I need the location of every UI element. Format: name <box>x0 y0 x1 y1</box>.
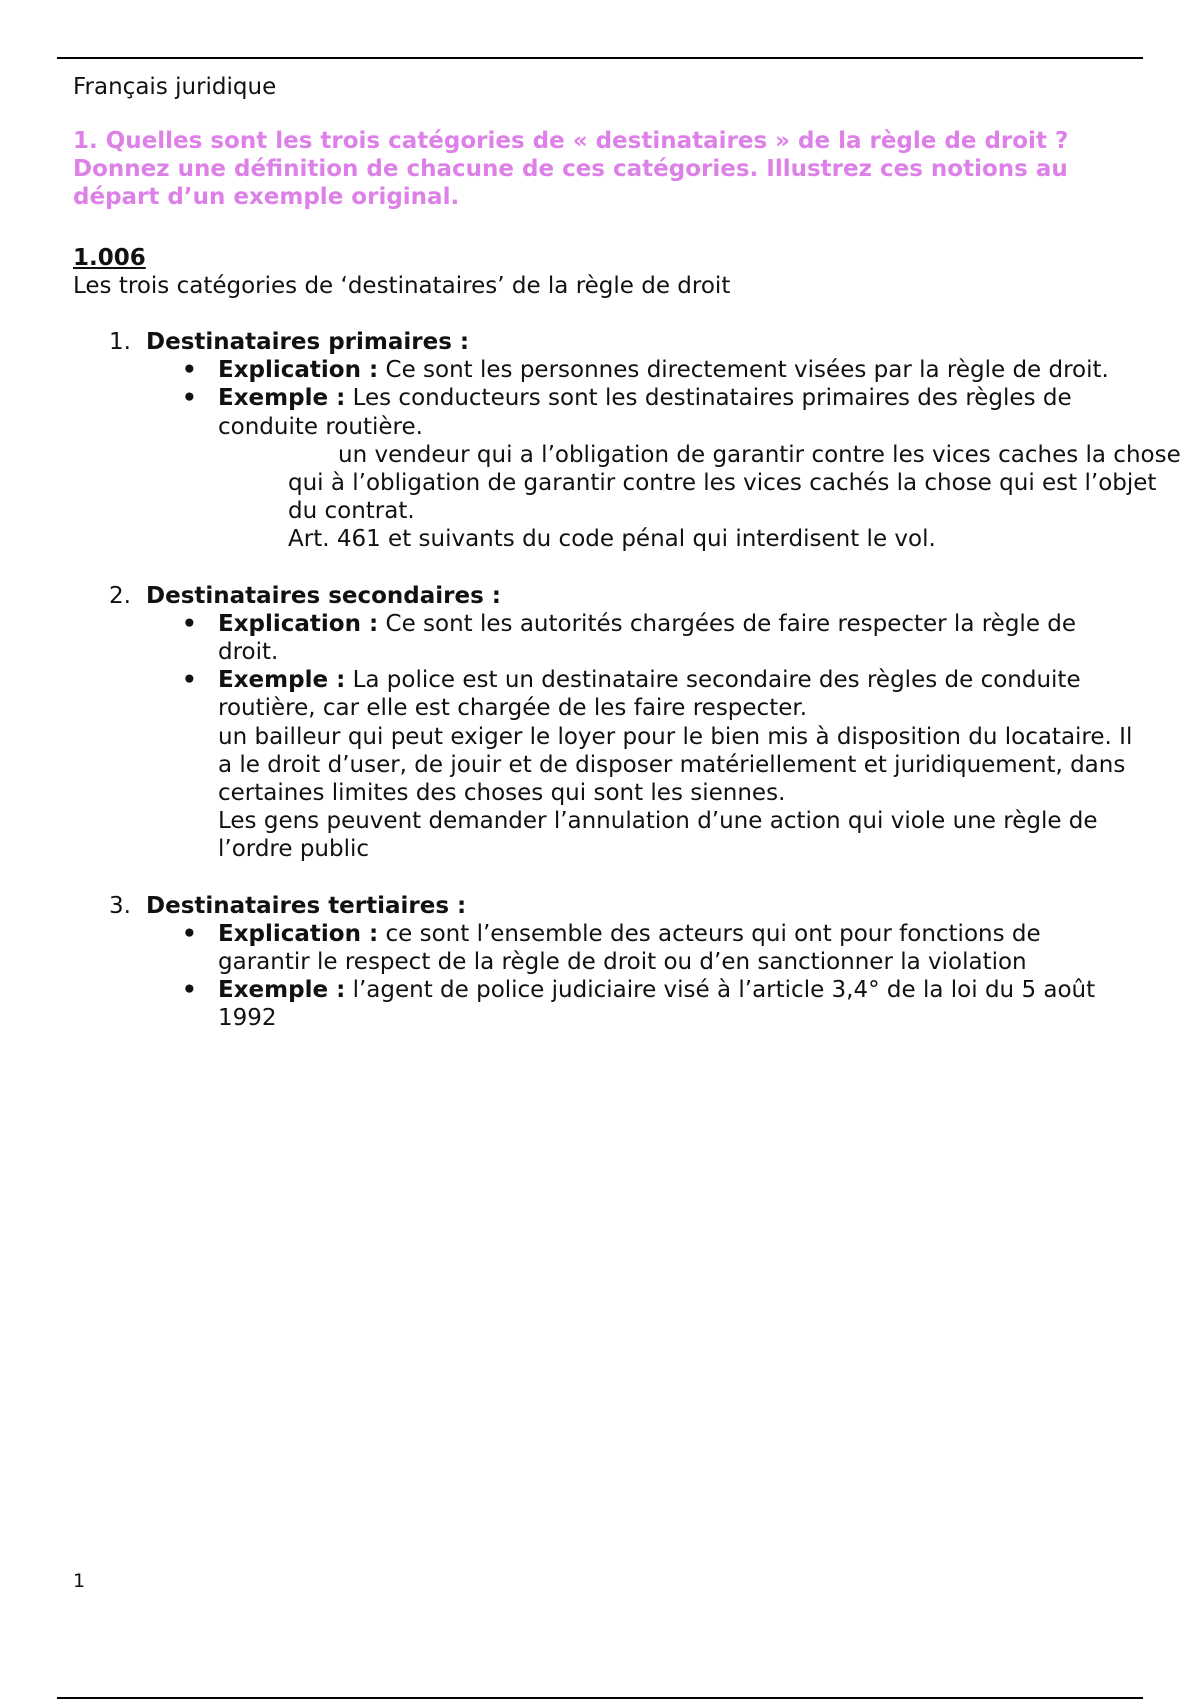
exemple-item <box>146 666 1133 863</box>
bullet-icon: • <box>182 357 197 384</box>
category-title: Destinataires primaires : <box>146 329 470 356</box>
page-content <box>73 72 1181 1061</box>
top-rule <box>57 57 1143 59</box>
exemple-extra-line: un vendeur qui a l’obligation de garantir contre les vices caches la chose qui à l’obligation de garantir contre les vices cachés la chose qui est l’objet du contrat. <box>288 441 1181 525</box>
explication-item <box>146 610 1133 666</box>
category-number: 2. <box>109 582 131 609</box>
category-details <box>146 356 1181 553</box>
category-details <box>146 610 1133 864</box>
exemple-item <box>146 384 1181 553</box>
question-heading: 1. Quelles sont les trois catégories de « destinataires » de la règle de droit ? Donnez une définition de chacune de ces catégories. Illustrez ces notions au départ d’un exemple original. <box>73 128 1069 211</box>
category-details <box>146 920 1133 1033</box>
category-item <box>73 582 1133 864</box>
bullet-icon: • <box>182 977 197 1004</box>
bullet-icon: • <box>182 610 197 637</box>
exemple-text: La police est un destinataire secondaire des règles de conduite routière, car elle est chargée de les faire respecter. <box>218 667 1081 722</box>
categories-list <box>73 328 1181 1033</box>
exemple-label: Exemple : <box>218 385 346 412</box>
explication-text: ce sont l’ensemble des acteurs qui ont pour fonctions de garantir le respect de la règle de droit ou d’en sanctionner la violation <box>218 920 1041 976</box>
exemple-text: Les conducteurs sont les destinataires primaires des règles de conduite routière. <box>218 385 1072 440</box>
category-number: 3. <box>109 892 131 919</box>
exemple-extra-line: un bailleur qui peut exiger le loyer pour le bien mis à disposition du locataire. Il a le droit d’user, de jouir et de disposer matériellement et juridiquement, dans certaines limites des choses qui sont les siennes. <box>218 723 1133 807</box>
page-number: 1 <box>73 1570 86 1592</box>
bullet-icon: • <box>182 667 197 694</box>
page-header: Français juridique <box>73 74 277 100</box>
explication-label: Explication : <box>218 920 379 947</box>
bullet-icon: • <box>182 385 197 412</box>
answer-code: 1.006 <box>73 244 146 271</box>
explication-label: Explication : <box>218 357 379 384</box>
exemple-extra-line: Art. 461 et suivants du code pénal qui interdisent le vol. <box>288 526 936 553</box>
explication-text: Ce sont les autorités chargées de faire respecter la règle de droit. <box>218 610 1077 666</box>
exemple-text: l’agent de police judiciaire visé à l’article 3,4° de la loi du 5 août 1992 <box>218 977 1096 1032</box>
explication-item <box>146 920 1133 976</box>
bottom-rule <box>57 1697 1143 1699</box>
bullet-icon: • <box>182 920 197 947</box>
exemple-extra-line: Les gens peuvent demander l’annulation d’une action qui viole une règle de l’ordre public <box>218 808 1098 863</box>
exemple-label: Exemple : <box>218 977 346 1004</box>
category-item <box>73 892 1133 1033</box>
category-title: Destinataires secondaires : <box>146 582 501 609</box>
category-number: 1. <box>109 329 131 356</box>
explication-item <box>146 356 1133 384</box>
category-title: Destinataires tertiaires : <box>146 892 467 919</box>
category-item <box>73 328 1181 554</box>
exemple-item <box>146 976 1133 1032</box>
explication-label: Explication : <box>218 610 379 637</box>
exemple-extra-block <box>218 441 1188 554</box>
exemple-label: Exemple : <box>218 667 346 694</box>
answer-subtitle: Les trois catégories de ‘destinataires’ de la règle de droit <box>73 272 731 299</box>
explication-text: Ce sont les personnes directement visées par la règle de droit. <box>378 357 1109 384</box>
